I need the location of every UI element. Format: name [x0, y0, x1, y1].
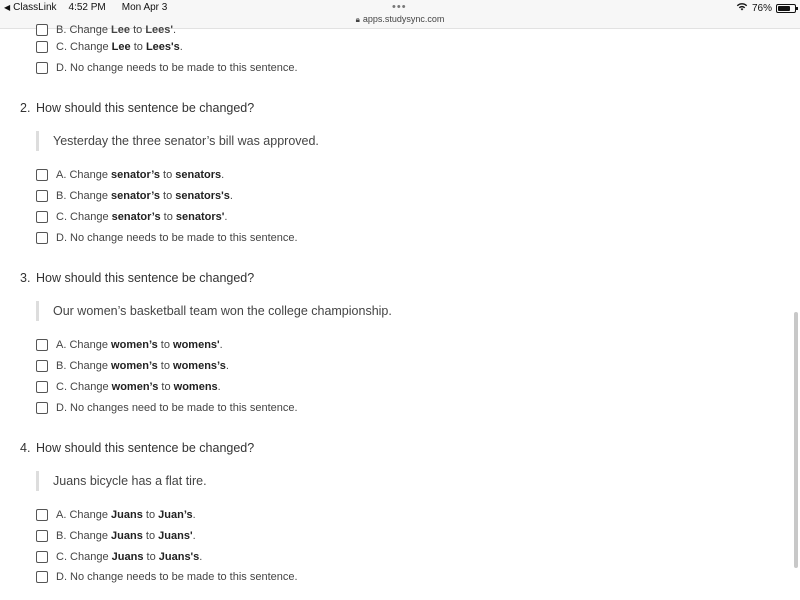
- option-label: B. Change women’s to womens’s.: [56, 360, 229, 372]
- checkbox[interactable]: [36, 41, 48, 53]
- question-3-sentence: Our women’s basketball team won the college championship.: [36, 301, 392, 321]
- checkbox[interactable]: [36, 571, 48, 583]
- scrollbar[interactable]: [794, 312, 798, 568]
- checkbox[interactable]: [36, 360, 48, 372]
- checkbox[interactable]: [36, 551, 48, 563]
- checkbox[interactable]: [36, 381, 48, 393]
- option-label: B. Change Lee to Lees'.: [56, 24, 177, 36]
- back-to-app-link[interactable]: [4, 2, 57, 13]
- question-4-title: 4. How should this sentence be changed?: [20, 441, 255, 455]
- option-d[interactable]: [36, 230, 298, 246]
- status-left: [4, 2, 167, 13]
- back-arrow-icon: ◀: [4, 3, 11, 12]
- checkbox[interactable]: [36, 339, 48, 351]
- option-label: C. Change women’s to womens.: [56, 381, 221, 393]
- lock-icon: 🔒︎: [355, 15, 360, 24]
- option-b[interactable]: [36, 358, 229, 374]
- option-label: C. Change senator’s to senators'.: [56, 211, 228, 223]
- option-b-clipped[interactable]: [36, 22, 176, 36]
- checkbox[interactable]: [36, 232, 48, 244]
- checkbox[interactable]: [36, 509, 48, 521]
- option-a[interactable]: [36, 507, 196, 523]
- option-d[interactable]: [36, 400, 298, 416]
- option-label: C. Change Lee to Lees's.: [56, 41, 183, 53]
- option-label: D. No change needs to be made to this sentence.: [56, 232, 298, 244]
- clock-time: 4:52 PM: [68, 2, 106, 13]
- option-c[interactable]: [36, 549, 202, 565]
- question-3-title: 3. How should this sentence be changed?: [20, 271, 255, 285]
- checkbox[interactable]: [36, 211, 48, 223]
- checkbox[interactable]: [36, 190, 48, 202]
- option-label: A. Change Juans to Juan’s.: [56, 509, 196, 521]
- option-b[interactable]: [36, 188, 233, 204]
- checkbox[interactable]: [36, 169, 48, 181]
- multitasking-dots-icon[interactable]: •••: [392, 1, 407, 13]
- status-right: [736, 2, 796, 14]
- option-a[interactable]: [36, 337, 223, 353]
- clock-date: Mon Apr 3: [121, 2, 168, 13]
- option-c[interactable]: [36, 39, 183, 55]
- option-label: A. Change women’s to womens'.: [56, 339, 223, 351]
- option-label: D. No changes need to be made to this sentence.: [56, 402, 298, 414]
- question-2-title: 2. How should this sentence be changed?: [20, 101, 255, 115]
- option-label: B. Change Juans to Juans'.: [56, 530, 196, 542]
- option-c[interactable]: [36, 379, 221, 395]
- battery-percent: 76%: [751, 2, 772, 14]
- url-text: apps.studysync.com: [362, 14, 445, 24]
- option-label: D. No change needs to be made to this sentence.: [56, 62, 298, 74]
- checkbox[interactable]: [36, 62, 48, 74]
- checkbox[interactable]: [36, 530, 48, 542]
- option-d[interactable]: [36, 569, 298, 585]
- option-b[interactable]: [36, 528, 196, 544]
- back-app-label: ClassLink: [13, 2, 57, 13]
- question-4-sentence: Juans bicycle has a flat tire.: [36, 471, 207, 491]
- option-label: A. Change senator’s to senators.: [56, 169, 225, 181]
- checkbox[interactable]: [36, 24, 48, 36]
- battery-fill: [778, 6, 790, 11]
- question-2-sentence: Yesterday the three senator’s bill was approved.: [36, 131, 319, 151]
- battery-icon: [776, 4, 796, 13]
- option-c[interactable]: [36, 209, 227, 225]
- option-d[interactable]: [36, 60, 298, 76]
- checkbox[interactable]: [36, 402, 48, 414]
- option-a[interactable]: [36, 167, 224, 183]
- wifi-icon: [736, 2, 748, 14]
- option-label: B. Change senator’s to senators's.: [56, 190, 233, 202]
- option-label: C. Change Juans to Juans's.: [56, 551, 203, 563]
- quiz-content: [0, 24, 800, 600]
- option-label: D. No change needs to be made to this sentence.: [56, 571, 298, 583]
